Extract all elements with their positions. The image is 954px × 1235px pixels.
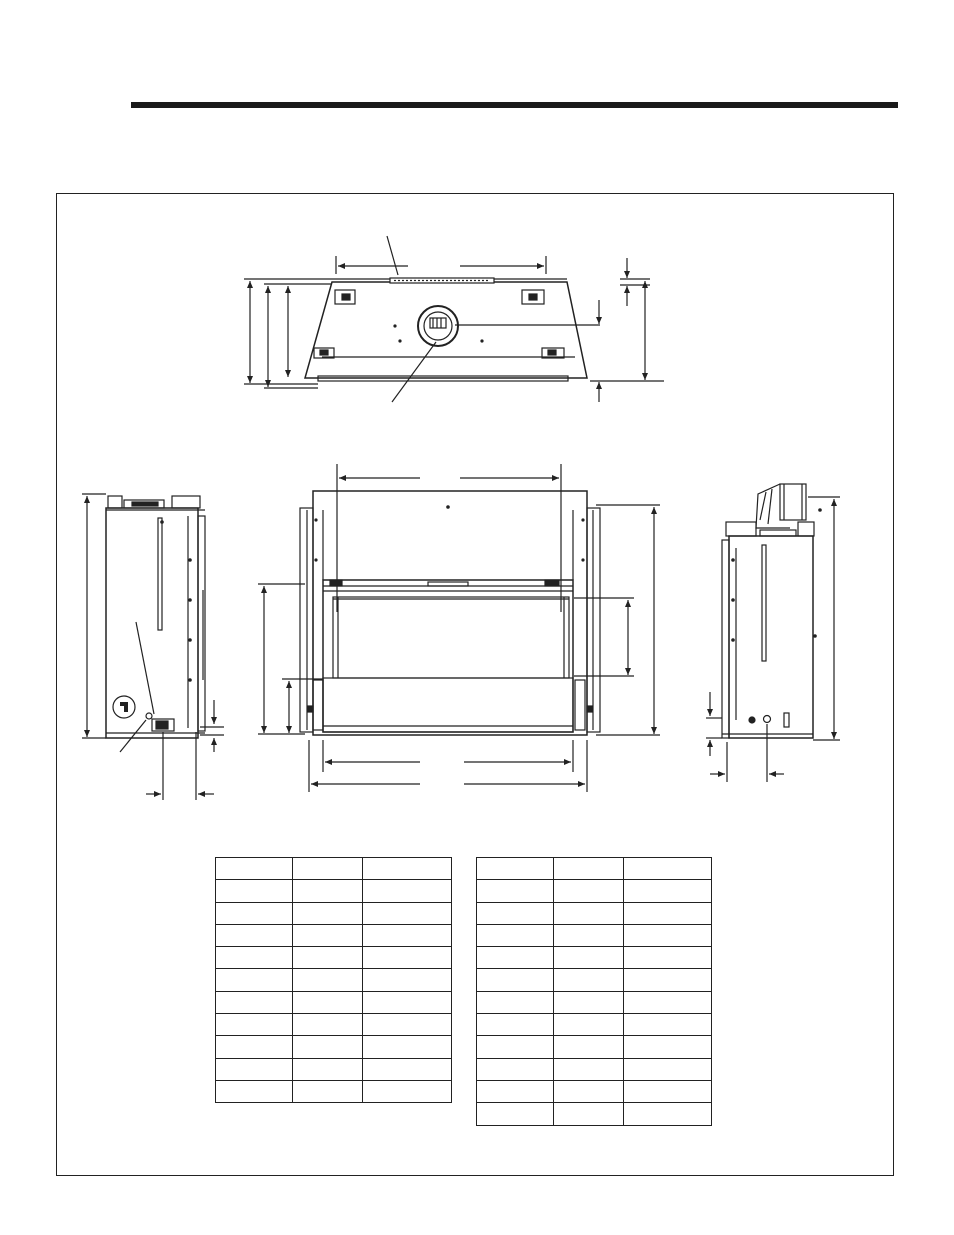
table-row	[216, 924, 452, 946]
table-cell	[362, 880, 452, 902]
table-row	[216, 947, 452, 969]
table-row	[216, 1058, 452, 1080]
table-cell	[292, 1036, 362, 1058]
table-cell	[477, 1080, 554, 1102]
table-cell	[477, 924, 554, 946]
table-cell	[624, 947, 712, 969]
table-cell	[362, 1080, 452, 1102]
table-cell	[216, 1036, 293, 1058]
table-cell	[216, 1080, 293, 1102]
table-row	[477, 991, 712, 1013]
table-cell	[216, 902, 293, 924]
table-cell	[362, 858, 452, 880]
table-cell	[553, 858, 624, 880]
top-view-drawing	[244, 236, 664, 402]
table-cell	[553, 947, 624, 969]
table-row	[216, 991, 452, 1013]
table-cell	[477, 858, 554, 880]
table-cell	[216, 858, 293, 880]
table-cell	[292, 1014, 362, 1036]
table-cell	[624, 880, 712, 902]
table-row	[477, 1103, 712, 1125]
table-row	[477, 858, 712, 880]
table-cell	[477, 1058, 554, 1080]
table-cell	[624, 902, 712, 924]
table-cell	[292, 969, 362, 991]
table-cell	[216, 1058, 293, 1080]
right-side-view-drawing	[706, 484, 840, 782]
table-cell	[624, 1103, 712, 1125]
table-row	[216, 1014, 452, 1036]
table-cell	[362, 1036, 452, 1058]
table-cell	[624, 1058, 712, 1080]
table-cell	[477, 880, 554, 902]
table-row	[216, 1080, 452, 1102]
table-cell	[362, 924, 452, 946]
table-cell	[292, 1058, 362, 1080]
table-cell	[624, 1014, 712, 1036]
table-cell	[477, 1036, 554, 1058]
table-cell	[624, 858, 712, 880]
table-cell	[477, 991, 554, 1013]
table-cell	[477, 902, 554, 924]
table-cell	[553, 902, 624, 924]
table-cell	[362, 1058, 452, 1080]
table-cell	[216, 969, 293, 991]
table-row	[477, 1080, 712, 1102]
table-row	[477, 947, 712, 969]
table-row	[216, 858, 452, 880]
table-cell	[292, 858, 362, 880]
table-row	[216, 969, 452, 991]
table-cell	[624, 969, 712, 991]
table-cell	[477, 1103, 554, 1125]
table-cell	[553, 924, 624, 946]
table-cell	[362, 947, 452, 969]
table-cell	[216, 991, 293, 1013]
table-cell	[624, 924, 712, 946]
table-row	[477, 1014, 712, 1036]
table-cell	[292, 902, 362, 924]
table-row	[477, 969, 712, 991]
table-cell	[553, 1036, 624, 1058]
table-cell	[477, 969, 554, 991]
table-row	[477, 1036, 712, 1058]
table-cell	[362, 1014, 452, 1036]
table-cell	[362, 969, 452, 991]
table-cell	[477, 947, 554, 969]
dimension-table-right	[476, 857, 712, 1126]
table-cell	[553, 1103, 624, 1125]
table-cell	[553, 880, 624, 902]
table-cell	[477, 1014, 554, 1036]
table-row	[477, 880, 712, 902]
table-row	[477, 902, 712, 924]
table-cell	[216, 924, 293, 946]
table-cell	[624, 1080, 712, 1102]
table-cell	[624, 1036, 712, 1058]
table-row	[477, 1058, 712, 1080]
table-cell	[553, 1080, 624, 1102]
table-cell	[553, 1058, 624, 1080]
table-cell	[624, 991, 712, 1013]
table-cell	[553, 991, 624, 1013]
table-cell	[553, 969, 624, 991]
dimension-table-left	[215, 857, 452, 1103]
left-side-view-drawing	[82, 494, 224, 800]
table-cell	[292, 924, 362, 946]
table-cell	[292, 947, 362, 969]
table-cell	[553, 1014, 624, 1036]
table-row	[477, 924, 712, 946]
table-cell	[216, 1014, 293, 1036]
table-cell	[216, 880, 293, 902]
table-cell	[362, 902, 452, 924]
table-row	[216, 880, 452, 902]
table-cell	[292, 1080, 362, 1102]
table-cell	[292, 880, 362, 902]
table-row	[216, 902, 452, 924]
table-row	[216, 1036, 452, 1058]
table-cell	[362, 991, 452, 1013]
table-cell	[292, 991, 362, 1013]
front-view-drawing	[258, 464, 660, 792]
table-cell	[216, 947, 293, 969]
